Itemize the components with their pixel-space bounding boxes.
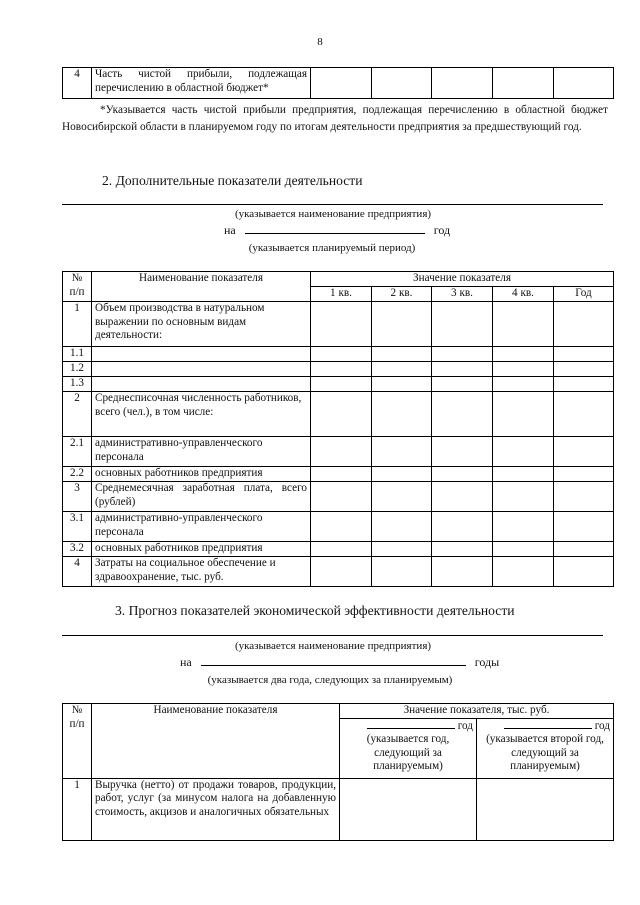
table-row <box>63 467 614 482</box>
table-row <box>63 392 614 437</box>
row-name: основных работников предприятия <box>92 467 311 482</box>
table-row <box>63 482 614 512</box>
header-year2 <box>477 718 614 778</box>
enterprise-line <box>62 204 603 205</box>
gody-label: годы <box>474 655 500 669</box>
row-name: Часть чистой прибыли, подлежащая перечислению в областной бюджет* <box>92 68 311 99</box>
header-row <box>63 272 614 287</box>
footnote-text: *Указывается часть чистой прибыли предприятия, подлежащая перечислению в областной бюджет Новосибирской области в планируемом году по итогам деятельности предприятия за предшествующий год. <box>62 104 608 133</box>
header-q1: 1 кв. <box>311 287 372 302</box>
col1-caption: (указывается год, следующий за планируемым) <box>366 733 450 772</box>
top-table <box>62 67 614 99</box>
row-number: 2 <box>63 392 92 437</box>
table-row <box>63 362 614 377</box>
row-number: 3.1 <box>63 512 92 542</box>
row-name: основных работников предприятия <box>92 542 311 557</box>
period-line <box>224 223 450 238</box>
table-row <box>63 377 614 392</box>
god-label: год <box>457 719 473 732</box>
row-name: административно-управленческого персонала <box>92 512 311 542</box>
row-number: 4 <box>63 557 92 587</box>
table-row <box>63 347 614 362</box>
row-name: Среднемесячная заработная плата, всего (рублей) <box>92 482 311 512</box>
period-input[interactable] <box>245 224 425 234</box>
row-number: 2.1 <box>63 437 92 467</box>
header-name: Наименование показателя <box>92 272 311 302</box>
god-label: год <box>594 719 610 732</box>
row-name: Затраты на социальное обеспечение и здравоохранение, тыс. руб. <box>92 557 311 587</box>
row-name: административно-управленческого персонала <box>92 437 311 467</box>
na-label: на <box>180 655 192 669</box>
header-q4: 4 кв. <box>493 287 554 302</box>
row-name[interactable] <box>92 362 311 377</box>
year1-input[interactable] <box>367 719 455 729</box>
period-caption: (указывается планируемый период) <box>248 242 416 254</box>
header-year: Год <box>554 287 614 302</box>
row-number: 1.3 <box>63 377 92 392</box>
row-name: Среднесписочная численность работников, всего (чел.), в том числе: <box>92 392 311 437</box>
row-number: 1.2 <box>63 362 92 377</box>
section3-title: 3. Прогноз показателей экономической эффективности деятельности <box>115 603 515 618</box>
year2-input[interactable] <box>504 719 592 729</box>
header-num: № п/п <box>63 272 92 302</box>
table-row <box>63 302 614 347</box>
header-q3: 3 кв. <box>432 287 493 302</box>
col2-caption: (указывается второй год, следующий за планируемым) <box>486 733 604 772</box>
header-name: Наименование показателя <box>92 704 340 779</box>
table-row <box>63 512 614 542</box>
table-row <box>63 68 614 99</box>
row-number: 1 <box>63 778 92 840</box>
row-name: Объем производства в натуральном выражении по основным видам деятельности: <box>92 302 311 347</box>
row-name[interactable] <box>92 347 311 362</box>
enterprise-line <box>62 635 603 636</box>
header-year1 <box>340 718 477 778</box>
row-number: 1.1 <box>63 347 92 362</box>
table-row <box>63 542 614 557</box>
forecast-table <box>62 703 614 841</box>
row-number: 4 <box>63 68 92 99</box>
enterprise-caption: (указывается наименование предприятия) <box>234 640 432 652</box>
period-caption: (указывается два года, следующих за планируемым) <box>207 674 453 686</box>
header-row <box>63 704 614 719</box>
row-number: 3.2 <box>63 542 92 557</box>
table-row <box>63 778 614 840</box>
header-num: № п/п <box>63 704 92 779</box>
enterprise-caption: (указывается наименование предприятия) <box>234 208 432 220</box>
period-input[interactable] <box>201 656 466 666</box>
indicators-table <box>62 271 614 587</box>
period-line <box>180 655 499 670</box>
table-row <box>63 437 614 467</box>
row-name: Выручка (нетто) от продажи товаров, продукции, работ, услуг (за минусом налога на добавленную стоимость, акцизов и аналогичных обязательных <box>92 778 340 840</box>
row-name[interactable] <box>92 377 311 392</box>
row-number: 3 <box>63 482 92 512</box>
footnote <box>62 102 608 136</box>
header-value: Значение показателя <box>311 272 614 287</box>
na-label: на <box>224 223 236 237</box>
row-number: 1 <box>63 302 92 347</box>
god-label: год <box>433 223 451 237</box>
header-value: Значение показателя, тыс. руб. <box>340 704 614 719</box>
page-number: 8 <box>317 36 323 48</box>
row-number: 2.2 <box>63 467 92 482</box>
header-q2: 2 кв. <box>372 287 432 302</box>
table-row <box>63 557 614 587</box>
section2-title: 2. Дополнительные показатели деятельности <box>102 173 363 188</box>
